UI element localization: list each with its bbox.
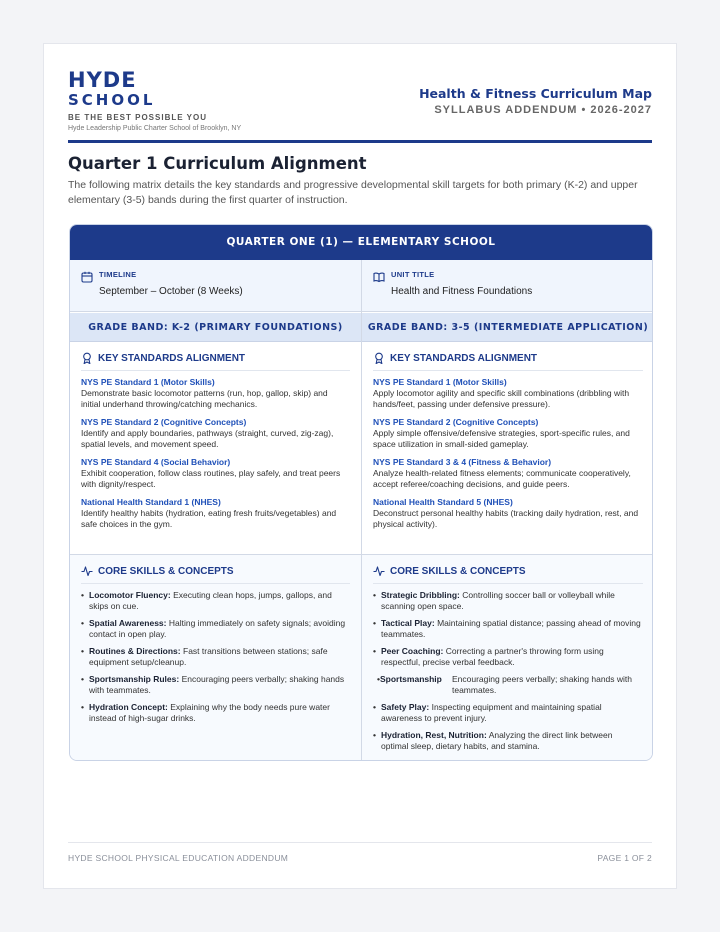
column-divider: [361, 260, 362, 760]
award-icon: [81, 352, 93, 364]
standard-description: Analyze health-related fitness elements; communicate cooperatively, accept referee/coaching decisions, and guide peers.: [373, 468, 631, 489]
timeline-label: TIMELINE: [99, 270, 137, 279]
skill-text: Encouraging peers verbally; shaking hands with teammates.: [451, 674, 633, 695]
skill-key: Routines & Directions:: [89, 646, 181, 656]
unit-value: Health and Fitness Foundations: [391, 286, 533, 297]
document-title: Health & Fitness Curriculum Map: [419, 86, 652, 101]
unit-label: UNIT TITLE: [391, 270, 435, 279]
standards-list-left: [81, 377, 349, 537]
standards-list-right: [373, 377, 641, 537]
standard-description: Apply simple offensive/defensive strategies, sport-specific rules, and space utilization in small-sided gameplay.: [373, 428, 630, 449]
skill-item: [373, 590, 641, 612]
divider: [373, 583, 643, 584]
standard-item: [373, 457, 641, 490]
standard-title: NYS PE Standard 2 (Cognitive Concepts): [373, 417, 539, 427]
page: [43, 43, 677, 889]
skill-text: Analyzing the direct link between optimal sleep, dietary habits, and stamina.: [381, 730, 613, 751]
skill-item: [373, 618, 641, 640]
standard-item: [373, 417, 641, 450]
skill-key: Spatial Awareness:: [89, 618, 167, 628]
bullet: •: [377, 674, 380, 684]
skills-heading-text: CORE SKILLS & CONCEPTS: [390, 566, 526, 577]
footer-left: HYDE SCHOOL PHYSICAL EDUCATION ADDENDUM: [68, 853, 289, 863]
standard-title: National Health Standard 1 (NHES): [81, 497, 221, 507]
standards-col-left: [70, 342, 361, 554]
skill-text: Maintaining spatial distance; passing ahead of moving teammates.: [381, 618, 641, 639]
skill-key: Locomotor Fluency:: [89, 590, 171, 600]
skill-key: Strategic Dribbling:: [381, 590, 460, 600]
skill-text: Fast transitions between stations; safe equipment setup/cleanup.: [89, 646, 328, 667]
skills-list-right: [373, 590, 641, 758]
skill-item: [373, 702, 641, 724]
grade-band-3-5: GRADE BAND: 3-5 (INTERMEDIATE APPLICATION): [367, 322, 649, 333]
skill-item: [373, 646, 641, 668]
skill-item: [373, 730, 641, 752]
header: [68, 68, 652, 142]
skills-col-right: [362, 555, 653, 761]
standard-title: NYS PE Standard 2 (Cognitive Concepts): [81, 417, 247, 427]
skill-key: Peer Coaching:: [381, 646, 444, 656]
standard-item: [81, 377, 349, 410]
skill-key: Tactical Play:: [381, 618, 435, 628]
section-intro: The following matrix details the key standards and progressive developmental skill targets for both primary (K-2) and upper elementary (3-5) bands during the first quarter of instruction.: [68, 179, 638, 206]
standard-description: Identify and apply boundaries, pathways (straight, curved, zig-zag), spatial levels, and movement speed.: [81, 428, 334, 449]
school-full-name: Hyde Leadership Public Charter School of Brooklyn, NY: [68, 125, 242, 132]
skill-item: [81, 618, 349, 640]
standard-description: Demonstrate basic locomotor patterns (run, hop, gallop, skip) and initial underhand throwing/catching mechanics.: [81, 388, 328, 409]
skill-key: Hydration, Rest, Nutrition:: [381, 730, 487, 740]
skill-item: [81, 646, 349, 668]
calendar-icon: [81, 271, 93, 283]
standard-title: NYS PE Standard 4 (Social Behavior): [81, 457, 231, 467]
standard-item: [81, 417, 349, 450]
footer-divider: [68, 842, 652, 843]
activity-icon: [81, 565, 93, 577]
award-icon: [373, 352, 385, 364]
skill-text: Explaining why the body needs pure water instead of high-sugar drinks.: [89, 702, 330, 723]
unit-cell: [362, 260, 653, 312]
standards-heading-text: KEY STANDARDS ALIGNMENT: [390, 353, 538, 364]
standards-heading-text: KEY STANDARDS ALIGNMENT: [98, 353, 246, 364]
logo-line2: SCHOOL: [68, 91, 156, 109]
activity-icon: [373, 565, 385, 577]
skill-text: Encouraging peers verbally; shaking hands with teammates.: [89, 674, 345, 695]
skill-item: [81, 590, 349, 612]
skill-text: Correcting a partner's throwing form using respectful, precise verbal feedback.: [381, 646, 604, 667]
divider: [81, 370, 350, 371]
header-divider: [68, 140, 652, 143]
skills-col-left: [70, 555, 361, 761]
skills-heading-text: CORE SKILLS & CONCEPTS: [98, 566, 234, 577]
standard-title: NYS PE Standard 3 & 4 (Fitness & Behavior): [373, 457, 552, 467]
standard-description: Apply locomotor agility and specific skill combinations (dribbling with hands/feet, passing under defensive pressure).: [373, 388, 630, 409]
curriculum-card: [69, 224, 653, 761]
grade-band-k2: GRADE BAND: K-2 (PRIMARY FOUNDATIONS): [88, 322, 343, 333]
timeline-cell: [70, 260, 361, 312]
skill-text: Executing clean hops, jumps, gallops, and skips on cue.: [89, 590, 332, 611]
book-icon: [373, 271, 385, 283]
logo-line1: HYDE: [68, 68, 137, 92]
standard-item: [81, 497, 349, 530]
skill-key: Hydration Concept:: [89, 702, 168, 712]
standard-description: Deconstruct personal healthy habits (tracking daily hydration, rest, and physical activity).: [373, 508, 639, 529]
page-number: PAGE 1 OF 2: [597, 853, 652, 863]
skill-item: [81, 702, 349, 724]
skills-list-left: [81, 590, 349, 730]
skill-item: [373, 674, 641, 696]
skill-text: Controlling soccer ball or volleyball while scanning open space.: [381, 590, 615, 611]
skill-key: Safety Play:: [381, 702, 430, 712]
standard-title: NYS PE Standard 1 (Motor Skills): [81, 377, 215, 387]
skill-key: Sportsmanship: [379, 674, 442, 684]
standard-item: [373, 377, 641, 410]
standard-description: Identify healthy habits (hydration, eating fresh fruits/vegetables) and safe choices in the gym.: [81, 508, 337, 529]
motto: BE THE BEST POSSIBLE YOU: [68, 113, 207, 122]
standard-item: [373, 497, 641, 530]
skill-text: Inspecting equipment and maintaining spatial awareness to prevent injury.: [381, 702, 602, 723]
standard-title: National Health Standard 5 (NHES): [373, 497, 513, 507]
skill-item: [81, 674, 349, 696]
standard-description: Exhibit cooperation, follow class routines, play safely, and treat peers with dignity/respect.: [81, 468, 341, 489]
divider: [373, 370, 643, 371]
document-subtitle: SYLLABUS ADDENDUM • 2026-2027: [434, 104, 652, 116]
card-heading: QUARTER ONE (1) — ELEMENTARY SCHOOL: [70, 225, 652, 260]
standard-item: [81, 457, 349, 490]
skill-text: Halting immediately on safety signals; avoiding contact in open play.: [89, 618, 346, 639]
timeline-value: September – October (8 Weeks): [99, 286, 243, 297]
skill-key: Sportsmanship Rules:: [89, 674, 180, 684]
standards-col-right: [362, 342, 653, 554]
section-title: Quarter 1 Curriculum Alignment: [68, 154, 367, 173]
standard-title: NYS PE Standard 1 (Motor Skills): [373, 377, 507, 387]
divider: [81, 583, 350, 584]
